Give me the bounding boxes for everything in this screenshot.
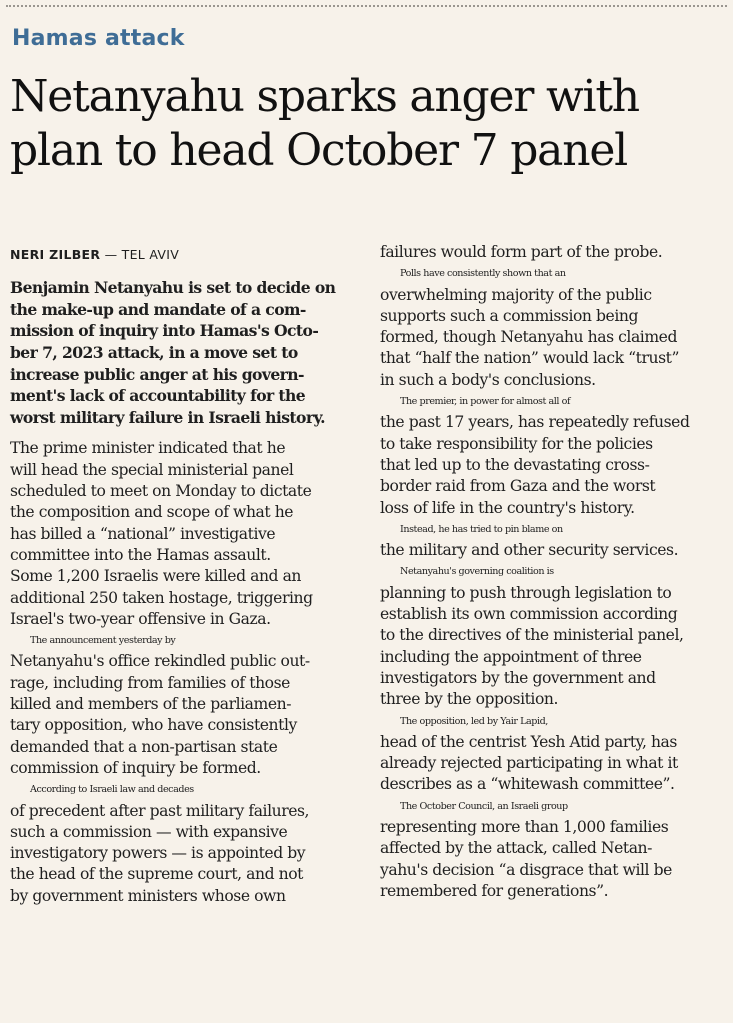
text-line: According to Israeli law and decades	[30, 784, 194, 796]
text-line: three by the opposition.	[380, 690, 558, 709]
headline-line-1: Netanyahu sparks anger with	[10, 71, 639, 122]
text-line: border raid from Gaza and the worst	[380, 477, 656, 496]
text-line: the head of the supreme court, and not	[10, 865, 303, 884]
text-line: commission of inquiry be formed.	[10, 758, 261, 777]
text-line: loss of life in the country's history.	[380, 498, 635, 517]
standfirst-line: mission of inquiry into Hamas's Octo-	[10, 321, 319, 341]
byline-separator: —	[104, 247, 122, 262]
byline	[10, 244, 355, 265]
standfirst	[10, 277, 355, 428]
article-column-right	[380, 242, 725, 902]
text-line: will head the special ministerial panel	[10, 460, 294, 479]
text-line: that led up to the devastating cross-	[380, 455, 650, 474]
text-line: tary opposition, who have consistently	[10, 716, 297, 735]
section-label: Hamas attack	[12, 26, 185, 51]
text-line: The October Council, an Israeli group	[400, 800, 568, 812]
text-line: the past 17 years, has repeatedly refused	[380, 413, 690, 432]
text-line: Netanyahu's governing coalition is	[400, 566, 554, 578]
text-line: the composition and scope of what he	[10, 503, 294, 522]
article-body-left	[10, 438, 355, 907]
text-line: of precedent after past military failures,	[10, 801, 310, 820]
standfirst-line: increase public anger at his govern-	[10, 364, 304, 384]
text-line: head of the centrist Yesh Atid party, has	[380, 732, 677, 751]
text-line: investigators by the government and	[380, 668, 656, 687]
text-line: that “half the nation” would lack “trust”	[380, 349, 679, 368]
text-line: has billed a “national” investigative	[10, 524, 276, 543]
text-line: affected by the attack, called Netan-	[380, 839, 652, 858]
text-line: formed, though Netanyahu has claimed	[380, 328, 677, 347]
text-line: The opposition, led by Yair Lapid,	[400, 715, 548, 727]
text-line: committee into the Hamas assault.	[10, 545, 271, 564]
text-line: additional 250 taken hostage, triggering	[10, 588, 313, 607]
text-line: rage, including from families of those	[10, 673, 290, 692]
text-line: overwhelming majority of the public	[380, 285, 652, 304]
byline-author: NERI ZILBER	[10, 247, 101, 262]
byline-location: TEL AVIV	[121, 247, 180, 262]
text-line: describes as a “whitewash committee”.	[380, 775, 675, 794]
standfirst-line: the make-up and mandate of a com-	[10, 299, 306, 319]
text-line: The premier, in power for almost all of	[400, 396, 571, 408]
headline	[10, 70, 725, 178]
text-line: Netanyahu's office rekindled public out-	[10, 652, 310, 671]
text-line: remembered for generations”.	[380, 881, 609, 900]
text-line: including the appointment of three	[380, 647, 642, 666]
text-line: yahu's decision “a disgrace that will be	[380, 860, 672, 879]
text-line: Israel's two-year offensive in Gaza.	[10, 609, 271, 628]
article-column-left	[10, 242, 355, 907]
standfirst-line: worst military failure in Israeli history.	[10, 407, 325, 427]
text-line: already rejected participating in what it	[380, 754, 678, 773]
text-line: representing more than 1,000 families	[380, 818, 669, 837]
text-line: failures would form part of the probe.	[380, 243, 663, 261]
headline-line-2: plan to head October 7 panel	[10, 125, 628, 176]
text-line: such a commission — with expansive	[10, 822, 288, 841]
top-dotted-rule	[6, 5, 727, 7]
text-line: in such a body's conclusions.	[380, 370, 596, 389]
text-line: investigatory powers — is appointed by	[10, 844, 306, 863]
text-line: The prime minister indicated that he	[10, 439, 286, 458]
text-line: scheduled to meet on Monday to dictate	[10, 482, 312, 501]
text-line: by government ministers whose own	[10, 886, 286, 905]
text-line: The announcement yesterday by	[30, 635, 176, 647]
text-line: Polls have consistently shown that an	[400, 268, 566, 280]
standfirst-line: ment's lack of accountability for the	[10, 386, 306, 406]
standfirst-line: Benjamin Netanyahu is set to decide on	[10, 278, 336, 298]
text-line: to take responsibility for the policies	[380, 434, 653, 453]
text-line: killed and members of the parliamen-	[10, 695, 292, 714]
text-line: the military and other security services.	[380, 541, 679, 560]
text-line: establish its own commission according	[380, 605, 678, 624]
text-line: Instead, he has tried to pin blame on	[400, 523, 563, 535]
standfirst-line: ber 7, 2023 attack, in a move set to	[10, 343, 298, 363]
text-line: Some 1,200 Israelis were killed and an	[10, 567, 302, 586]
text-line: supports such a commission being	[380, 306, 638, 325]
text-line: planning to push through legislation to	[380, 583, 672, 602]
text-line: to the directives of the ministerial panel,	[380, 626, 684, 645]
text-line: demanded that a non-partisan state	[10, 737, 278, 756]
